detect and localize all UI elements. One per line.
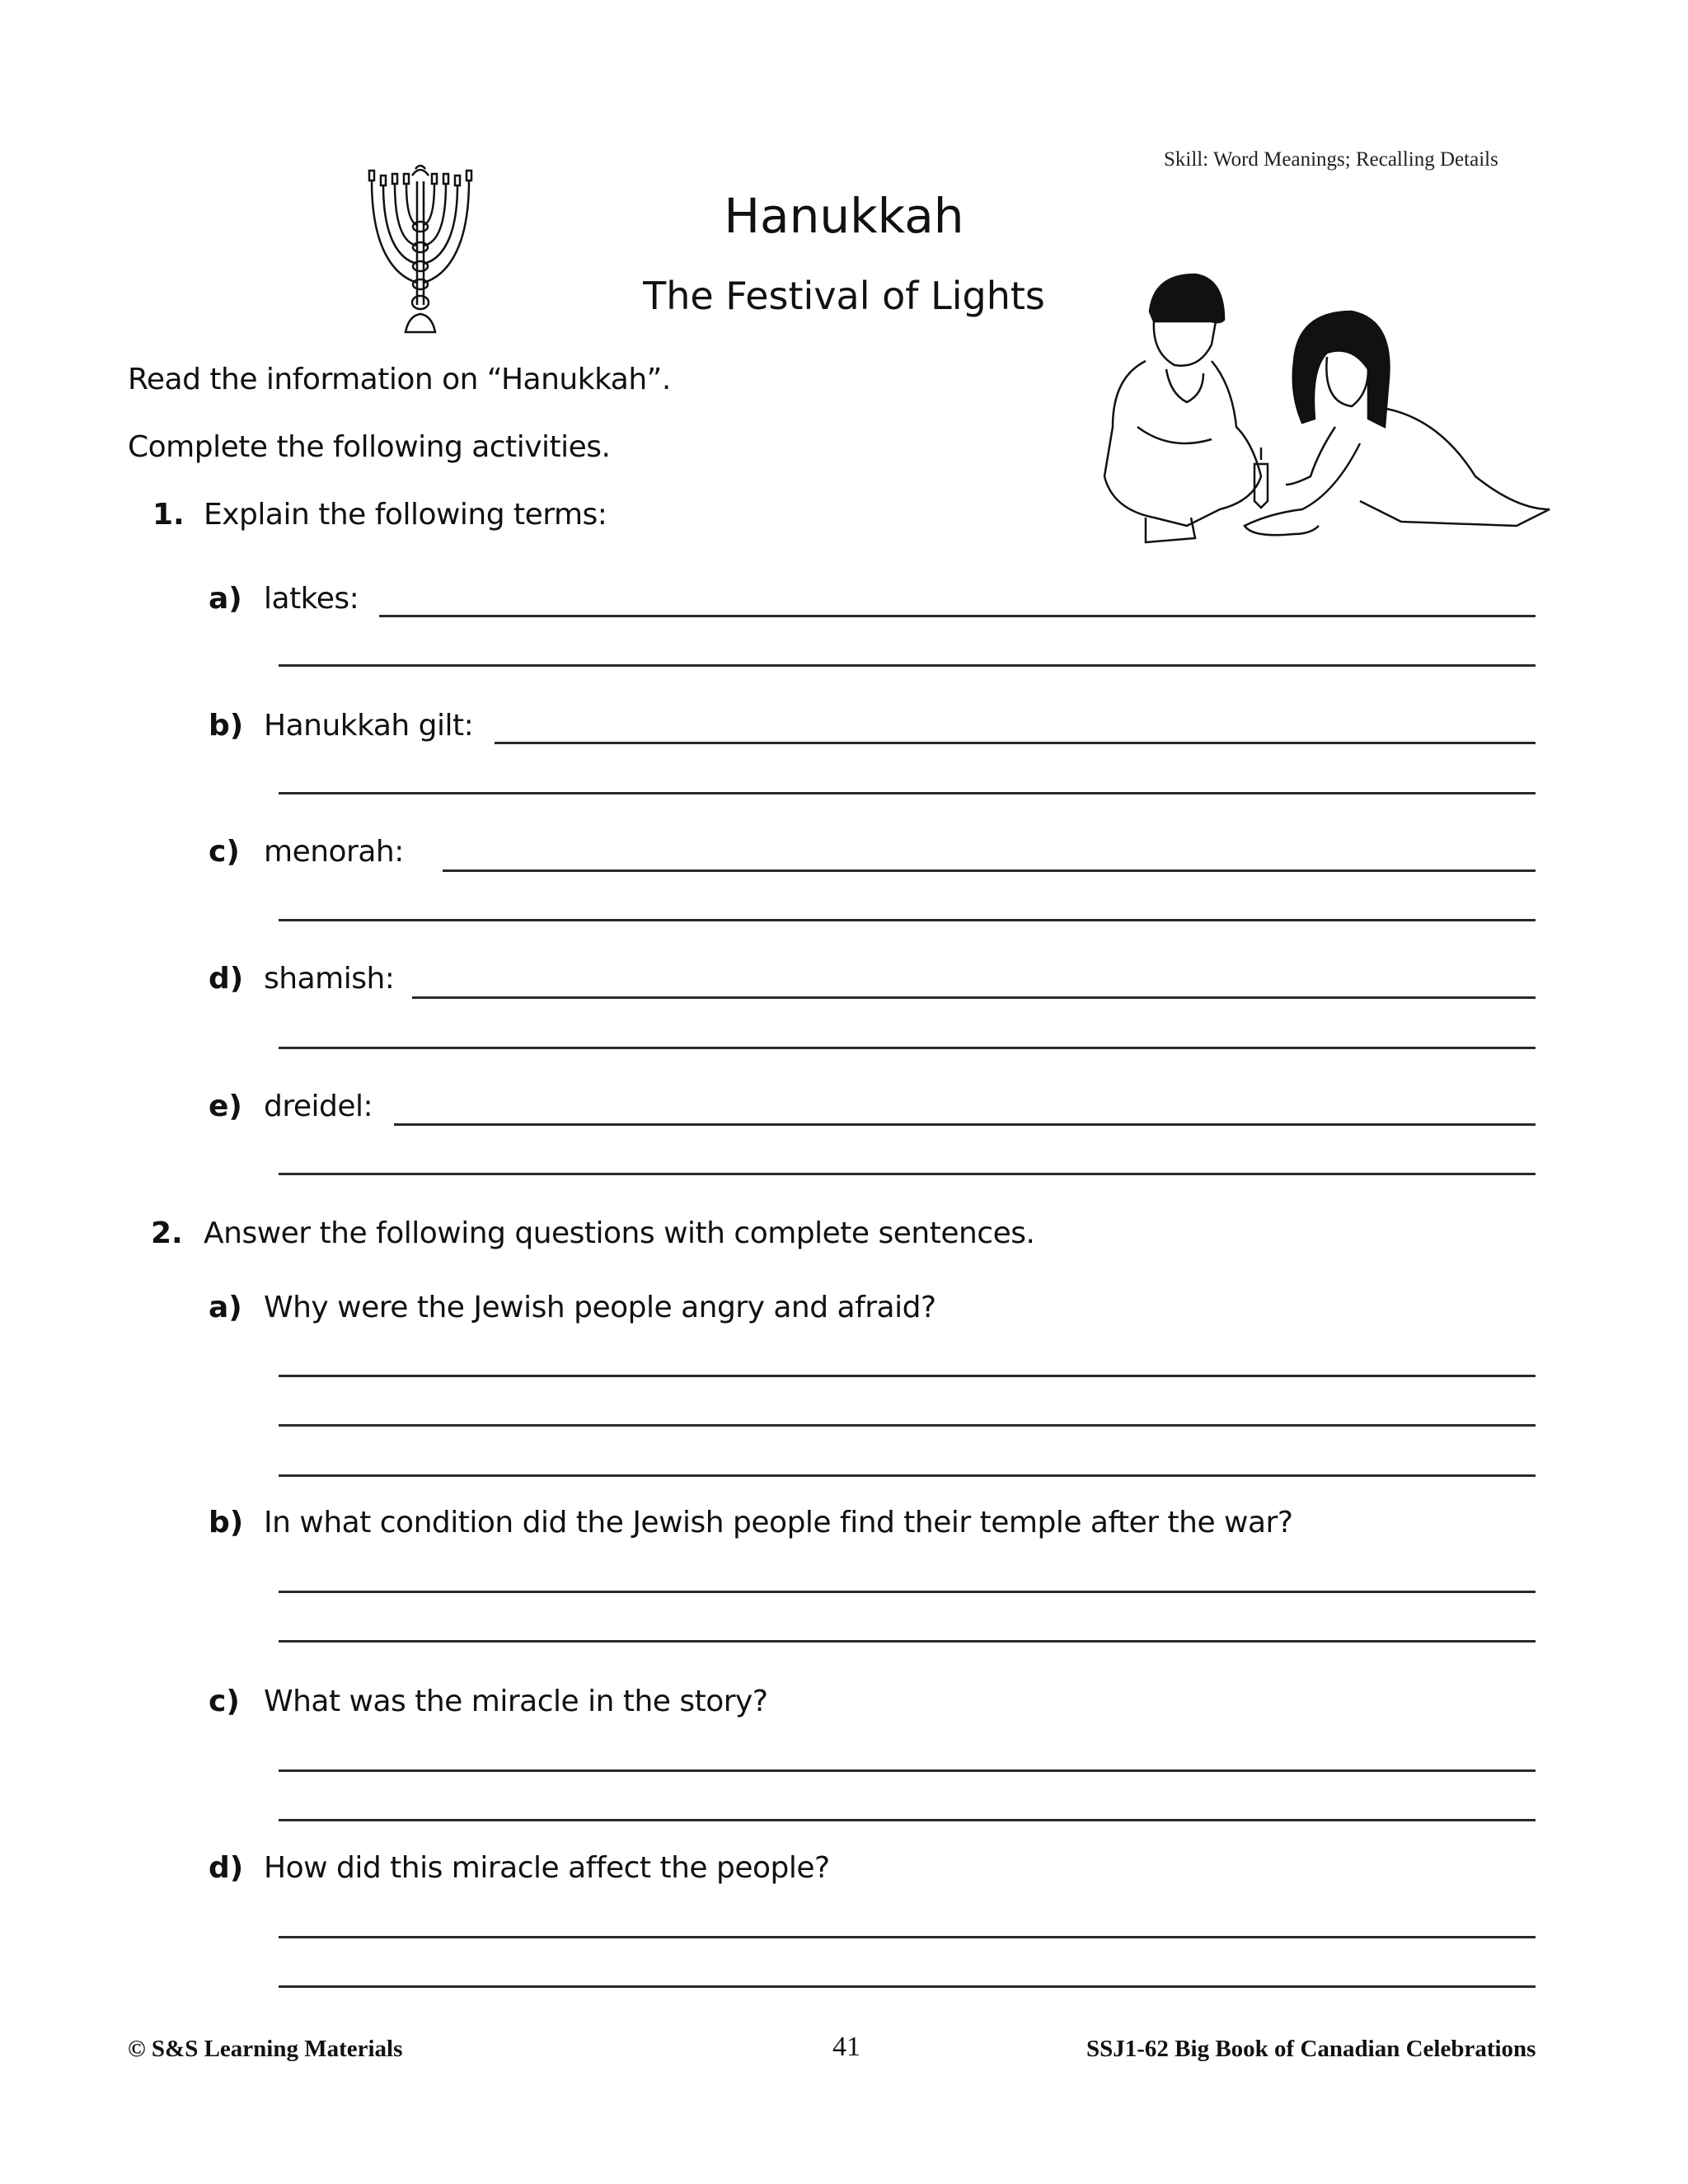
footer-book-title: SSJ1-62 Big Book of Canadian Celebrations [1086,2036,1536,2062]
answer-line[interactable] [279,919,1536,921]
term-letter: d) [209,962,244,996]
answer-line[interactable] [279,1474,1536,1477]
question-text: Why were the Jewish people angry and afraid? [264,1291,936,1324]
term-label-menorah: menorah: [264,835,404,869]
section-1-prompt: Explain the following terms: [204,498,607,532]
term-label-hanukkah-gilt: Hanukkah gilt: [264,709,474,743]
question-text: How did this miracle affect the people? [264,1851,830,1885]
answer-line[interactable] [379,615,1536,617]
answer-line[interactable] [279,664,1536,667]
term-label-dreidel: dreidel: [264,1090,373,1123]
page-subtitle: The Festival of Lights [643,274,1045,318]
answer-line[interactable] [279,1424,1536,1427]
page-number: 41 [832,2032,860,2062]
section-2-prompt: Answer the following questions with complete sentences. [204,1216,1035,1250]
children-dreidel-icon [1088,262,1562,546]
question-letter: b) [209,1506,244,1540]
answer-line[interactable] [394,1123,1536,1126]
footer-copyright: © S&S Learning Materials [128,2036,403,2062]
answer-line[interactable] [495,742,1536,744]
question-text: What was the miracle in the story? [264,1685,768,1718]
term-letter: c) [209,835,240,869]
term-label-shamish: shamish: [264,962,395,996]
answer-line[interactable] [279,1640,1536,1643]
term-label-latkes: latkes: [264,582,359,616]
answer-line[interactable] [279,1591,1536,1593]
answer-line[interactable] [279,1985,1536,1988]
answer-line[interactable] [279,1819,1536,1821]
answer-line[interactable] [279,1375,1536,1377]
question-text: In what condition did the Jewish people find their temple after the war? [264,1506,1293,1540]
instruction-read: Read the information on “Hanukkah”. [128,363,671,396]
term-letter: a) [209,582,242,616]
section-1-number: 1. [152,498,185,532]
term-letter: e) [209,1090,242,1123]
answer-line[interactable] [279,1047,1536,1049]
answer-line[interactable] [279,1173,1536,1175]
answer-line[interactable] [412,996,1536,999]
skill-label: Skill: Word Meanings; Recalling Details [1164,148,1498,171]
question-letter: a) [209,1291,242,1324]
term-letter: b) [209,709,244,743]
section-2-number: 2. [151,1216,183,1250]
answer-line[interactable] [279,1936,1536,1938]
instruction-complete: Complete the following activities. [128,430,611,464]
answer-line[interactable] [279,792,1536,794]
page-title: Hanukkah [724,188,964,244]
question-letter: c) [209,1685,240,1718]
answer-line[interactable] [443,869,1536,872]
question-letter: d) [209,1851,244,1885]
answer-line[interactable] [279,1769,1536,1772]
